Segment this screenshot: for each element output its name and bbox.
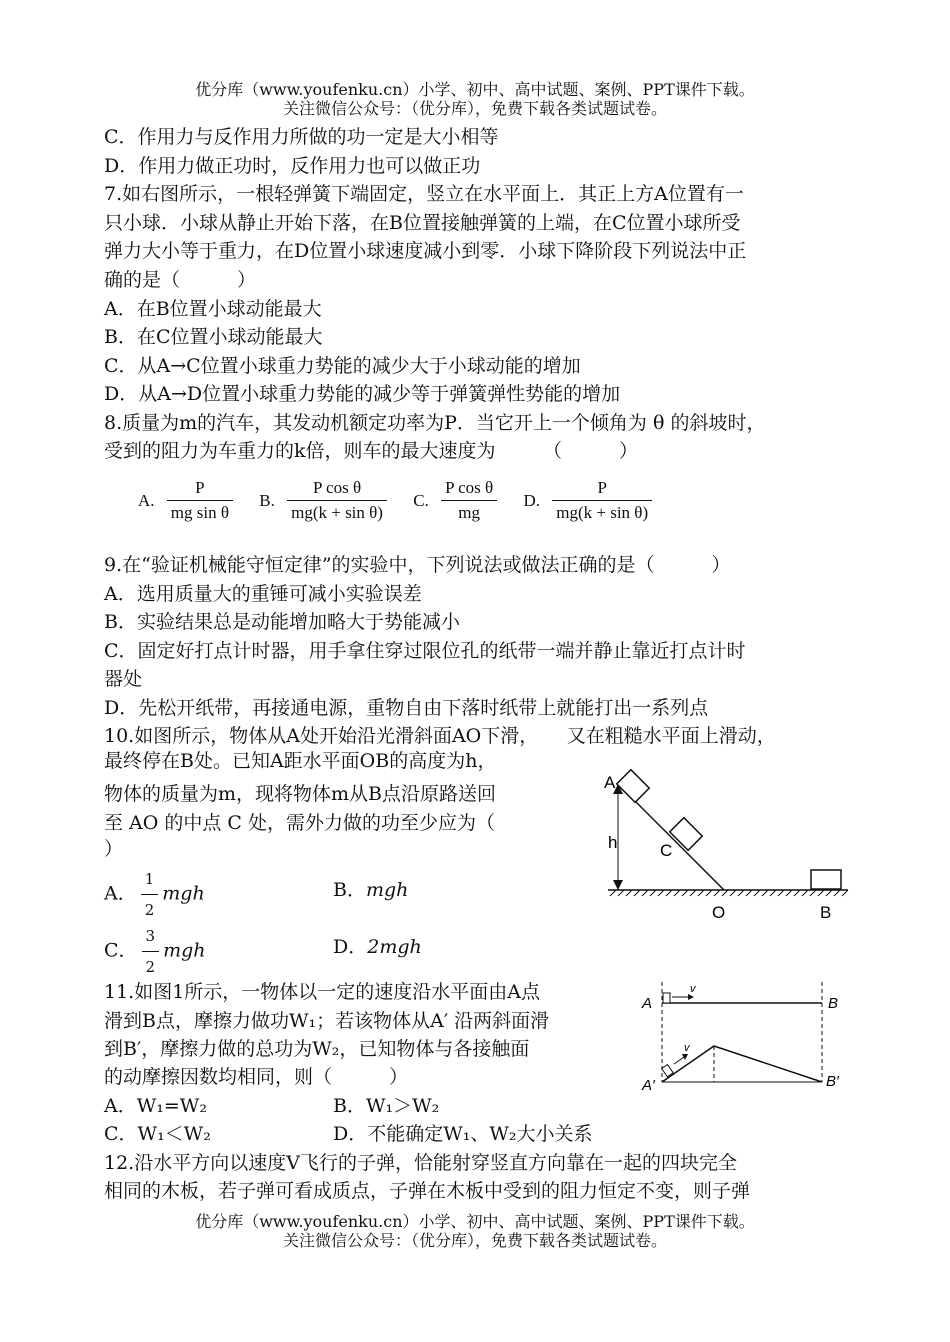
label-a: A	[642, 995, 653, 1012]
q10-option-d-text: 2mgh	[367, 936, 422, 958]
label-c: C	[660, 841, 673, 860]
q10-option-c-den: 2	[145, 958, 156, 976]
q11-slope-figure	[636, 978, 850, 1100]
q8-option-c-numerator: P cos θ	[441, 478, 497, 501]
q11-option-b: B．W₁＞W₂	[333, 1095, 440, 1117]
q10-stem-line-3: 物体的质量为m，现将物体m从B点沿原路送回	[104, 783, 496, 805]
q11-option-c: C．W₁＜W₂	[104, 1123, 211, 1145]
header-line-2: 关注微信公众号：（优分库），免费下载各类试题试卷。	[282, 99, 667, 118]
q7-option-a: A．在B位置小球动能最大	[104, 298, 322, 320]
velocity-label-slope: v	[684, 1042, 690, 1054]
q7-stem-line-1: 7.如右图所示，一根轻弹簧下端固定，竖立在水平面上．其正上方A位置有一	[104, 183, 744, 205]
q10-incline-figure	[598, 762, 853, 924]
q10-stem-line-1: 10.如图所示，物体从A处开始沿光滑斜面AO下滑， 又在粗糙水平面上滑动，	[104, 725, 776, 747]
label-h: h	[608, 833, 618, 852]
velocity-arrowhead-slope	[682, 1054, 688, 1060]
velocity-label-top: v	[690, 983, 696, 995]
q8-option-a-numerator: P	[167, 478, 233, 501]
q6-option-d: D．作用力做正功时，反作用力也可以做正功	[104, 155, 481, 177]
q9-option-b: B．实验结果总是动能增加略大于势能减小	[104, 611, 460, 633]
q8-stem-line-1: 8.质量为m的汽车，其发动机额定功率为P．当它开上一个倾角为 θ 的斜坡时，	[104, 412, 766, 434]
block-at-a	[617, 770, 650, 803]
q10-option-a	[104, 866, 205, 923]
label-b: B	[820, 903, 832, 922]
q10-option-c	[104, 923, 206, 980]
block-on-track	[663, 993, 670, 1003]
q10-option-b	[333, 877, 408, 903]
q12-stem-line-2: 相同的木板，若子弹可看成质点，子弹在木板中受到的阻力恒定不变，则子弹	[104, 1180, 751, 1202]
q10-option-d	[333, 934, 422, 960]
q10-option-a-den: 2	[144, 901, 155, 919]
label-a: A	[604, 773, 616, 792]
q10-stem-line-5: ）	[104, 838, 124, 860]
q8-option-a-denominator: mg sin θ	[170, 503, 229, 522]
q10-option-a-num: 1	[141, 866, 159, 895]
q8-option-c	[413, 478, 501, 523]
height-arrow-down	[613, 880, 623, 890]
q11-option-a: A．W₁=W₂	[104, 1095, 207, 1117]
q8-option-d-denominator: mg(k + sin θ)	[556, 503, 649, 522]
q8-option-d-label: D.	[523, 490, 540, 510]
label-a-prime: A′	[642, 1077, 655, 1094]
q10-option-a-tail: mgh	[162, 882, 205, 905]
q8-option-d-numerator: P	[552, 478, 652, 501]
q8-option-d	[523, 478, 656, 523]
q10-option-c-num: 3	[142, 923, 160, 952]
q10-stem-line-2: 最终停在B处。已知A距水平面OB的高度为h，	[104, 750, 497, 772]
q9-stem: 9.在“验证机械能守恒定律”的实验中，下列说法或做法正确的是（ ）	[104, 554, 731, 576]
label-b: B	[828, 995, 839, 1012]
q11-stem-line-1: 11.如图1所示，一物体以一定的速度沿水平面由A点	[104, 981, 541, 1003]
q7-option-c: C．从A→C位置小球重力势能的减少大于小球动能的增加	[104, 355, 581, 377]
q7-option-d: D．从A→D位置小球重力势能的减少等于弹簧弹性势能的增加	[104, 383, 621, 405]
q8-option-b	[259, 478, 391, 523]
q9-option-c-line-1: C．固定好打点计时器，用手拿住穿过限位孔的纸带一端并静止靠近打点计时	[104, 640, 746, 662]
q11-stem-line-3: 到B′，摩擦力做的总功为W₂，已知物体与各接触面	[104, 1038, 530, 1060]
q6-option-c: C．作用力与反作用力所做的功一定是大小相等	[104, 126, 499, 148]
q8-options	[138, 478, 674, 523]
ground-hatching	[610, 890, 848, 896]
q7-option-b: B．在C位置小球动能最大	[104, 326, 323, 348]
q9-option-d: D．先松开纸带，再接通电源，重物自由下落时纸带上就能打出一系列点	[104, 697, 709, 719]
q8-option-a-label: A.	[138, 490, 155, 510]
label-b-prime: B′	[826, 1073, 839, 1090]
q10-option-a-label: A．	[104, 882, 137, 905]
q8-option-c-label: C.	[413, 490, 429, 510]
q8-option-b-denominator: mg(k + sin θ)	[291, 503, 383, 522]
block-at-c	[670, 818, 703, 851]
header-line-1: 优分库（www.youfenku.cn）小学、初中、高中试题、案例、PPT课件下载。	[195, 80, 755, 99]
q10-option-b-label: B．	[333, 879, 366, 901]
q10-option-d-label: D．	[333, 936, 368, 958]
q7-stem-line-3: 弹力大小等于重力，在D位置小球速度减小到零．小球下降阶段下列说法中正	[104, 240, 747, 262]
q11-stem-line-2: 滑到B点，摩擦力做功W₁；若该物体从A′ 沿两斜面滑	[104, 1010, 550, 1032]
q8-option-a	[138, 478, 237, 523]
velocity-arrow-slope	[674, 1057, 684, 1064]
q9-option-c-line-2: 器处	[104, 668, 143, 690]
q10-option-b-text: mgh	[365, 879, 409, 901]
q8-option-b-numerator: P cos θ	[287, 478, 387, 501]
block-at-b	[811, 870, 841, 889]
q10-option-c-label: C．	[104, 939, 138, 962]
q7-stem-line-4: 确的是（ ）	[104, 269, 257, 291]
q8-stem-line-2: 受到的阻力为车重力的k倍，则车的最大速度为 （ ）	[104, 440, 639, 462]
q8-option-c-denominator: mg	[458, 503, 480, 522]
q8-option-b-label: B.	[259, 490, 275, 510]
q7-stem-line-2: 只小球．小球从静止开始下落，在B位置接触弹簧的上端，在C位置小球所受	[104, 212, 741, 234]
q10-option-c-tail: mgh	[163, 939, 206, 962]
q11-stem-line-4: 的动摩擦因数均相同，则（ ）	[104, 1066, 409, 1088]
q9-option-a: A．选用质量大的重锤可减小实验误差	[104, 583, 422, 605]
footer-line-1: 优分库（www.youfenku.cn）小学、初中、高中试题、案例、PPT课件下载。	[195, 1212, 755, 1231]
footer-line-2: 关注微信公众号：（优分库），免费下载各类试题试卷。	[282, 1231, 667, 1250]
label-o: O	[712, 903, 726, 922]
q11-option-d: D．不能确定W₁、W₂大小关系	[333, 1123, 593, 1145]
q12-stem-line-1: 12.沿水平方向以速度V飞行的子弹，恰能射穿竖直方向靠在一起的四块完全	[104, 1152, 737, 1174]
q10-stem-line-4: 至 AO 的中点 C 处，需外力做的功至少应为（	[104, 812, 495, 834]
